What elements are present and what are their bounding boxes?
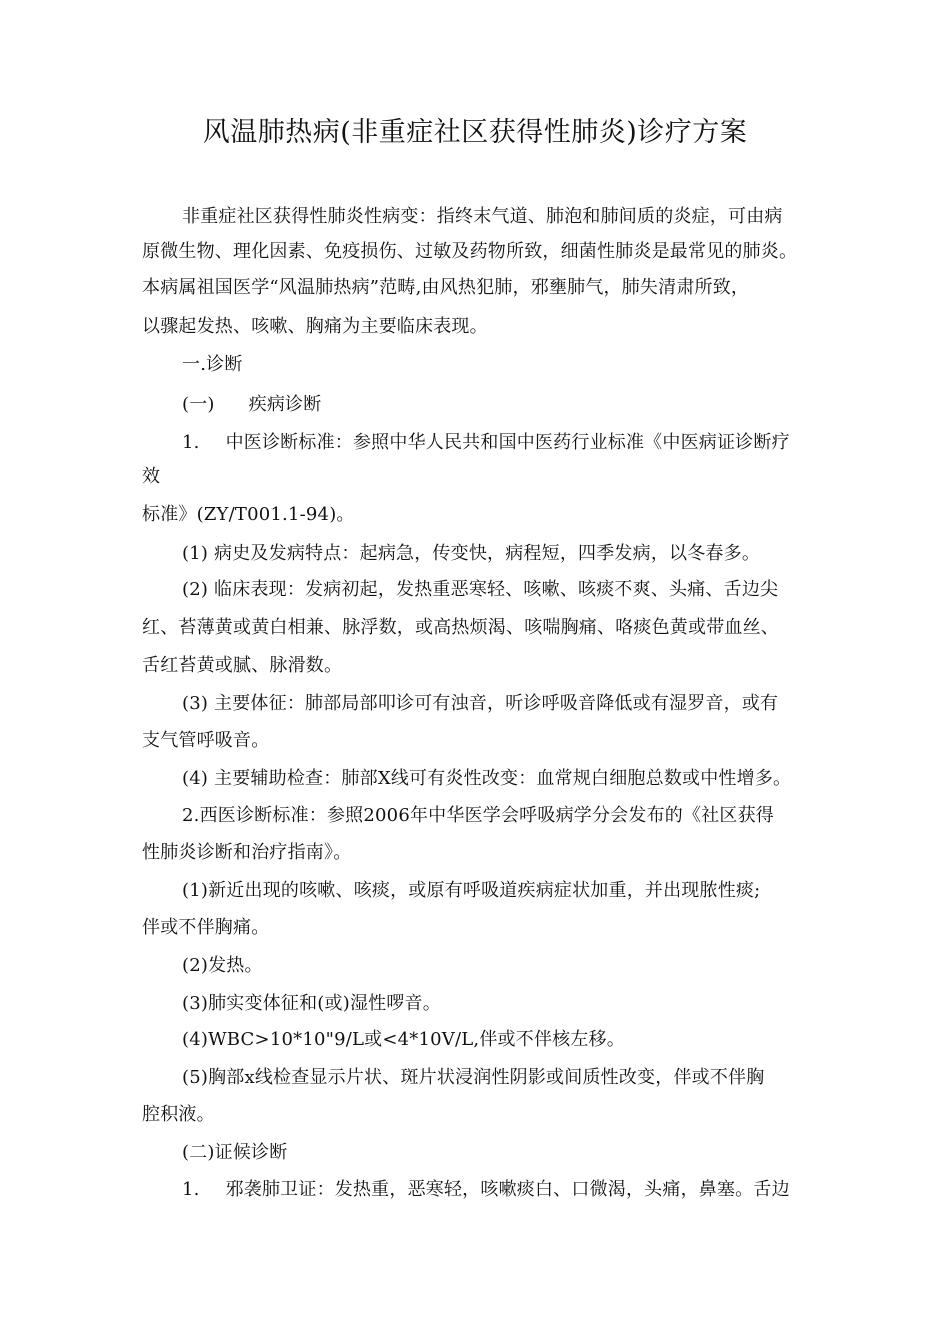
tcm-item-3-line-1: (3) 主要体征：肺部局部叩诊可有浊音，听诊呼吸音降低或有湿罗音，或有 — [182, 693, 779, 714]
section-heading-diagnosis: 一.诊断 — [182, 354, 243, 375]
tcm-criteria-line-2: 效 — [142, 466, 161, 487]
subsection-heading-syndrome-diagnosis: (二)证候诊断 — [182, 1142, 288, 1163]
tcm-item-4: (4) 主要辅助检查：肺部X线可有炎性改变：血常规白细胞总数或中性增多。 — [182, 768, 792, 789]
tcm-criteria-text: 中医诊断标准：参照中华人民共和国中医药行业标准《中医病证诊断疗 — [225, 432, 790, 453]
western-item-4: (4)WBC>10*10"9/L或<4*10V/L,伴或不伴核左移。 — [182, 1029, 625, 1050]
subsection-number: (一) — [182, 394, 215, 415]
western-item-5-line-2: 腔积液。 — [142, 1104, 215, 1125]
western-criteria-line-2: 性肺炎诊断和治疗指南》。 — [142, 842, 352, 863]
intro-line-2: 原微生物、理化因素、免疫损伤、过敏及药物所致，细菌性肺炎是最常见的肺炎。 — [142, 241, 798, 262]
western-item-1-line-1: (1)新近出现的咳嗽、咳痰，或原有呼吸道疾病症状加重，并出现脓性痰; — [182, 880, 761, 901]
syndrome-1-line-1 — [182, 1175, 790, 1201]
intro-line-4: 以骤起发热、咳嗽、胸痛为主要临床表现。 — [142, 316, 488, 337]
intro-line-1: 非重症社区获得性肺炎性病变：指终末气道、肺泡和肺间质的炎症，可由病 — [182, 206, 783, 227]
western-criteria-line-1: 2.西医诊断标准：参照2006年中华医学会呼吸病学分会发布的《社区获得 — [182, 805, 774, 826]
document-title: 风温肺热病(非重症社区获得性肺炎)诊疗方案 — [202, 117, 748, 148]
tcm-criteria-number: 1. — [182, 432, 200, 453]
tcm-item-2-line-1: (2) 临床表现：发病初起，发热重恶寒轻、咳嗽、咳痰不爽、头痛、舌边尖 — [182, 579, 779, 600]
western-item-2: (2)发热。 — [182, 955, 263, 976]
western-item-3: (3)肺实变体征和(或)湿性啰音。 — [182, 993, 441, 1014]
tcm-item-2-line-3: 舌红苔黄或腻、脉滑数。 — [142, 655, 343, 676]
tcm-item-3-line-2: 支气管呼吸音。 — [142, 730, 270, 751]
syndrome-1-number: 1. — [182, 1179, 200, 1200]
tcm-item-2-line-2: 红、苔薄黄或黄白相兼、脉浮数，或高热烦渴、咳喘胸痛、咯痰色黄或带血丝、 — [142, 617, 779, 638]
subsection-text: 疾病诊断 — [248, 394, 322, 415]
tcm-item-1: (1) 病史及发病特点：起病急，传变快，病程短，四季发病，以冬春多。 — [182, 543, 761, 564]
tcm-criteria-line-3: 标准》(ZY/T001.1-94)。 — [142, 504, 355, 525]
western-item-5-line-1: (5)胸部x线检查显示片状、斑片状浸润性阴影或间质性改变，伴或不伴胸 — [182, 1067, 765, 1088]
western-item-1-line-2: 伴或不伴胸痛。 — [142, 917, 270, 938]
subsection-heading-disease-diagnosis — [182, 390, 321, 416]
syndrome-1-text: 邪袭肺卫证：发热重，恶寒轻，咳嗽痰白、口微渴，头痛，鼻塞。舌边 — [225, 1179, 790, 1200]
tcm-criteria-line-1 — [182, 428, 790, 454]
intro-line-3: 本病属祖国医学“风温肺热病”范畴,由风热犯肺，邪壅肺气，肺失清肃所致， — [142, 277, 750, 298]
